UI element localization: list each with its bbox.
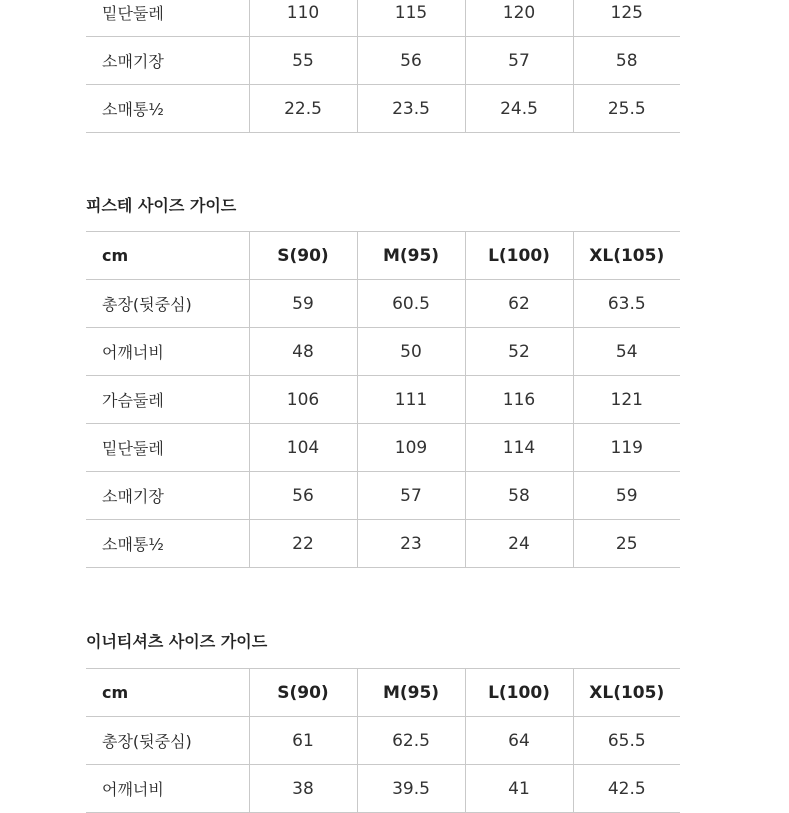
row-label: 소매통½ [86, 520, 249, 568]
cell-value: 22 [249, 520, 357, 568]
row-label: 어깨너비 [86, 765, 249, 813]
table-header-row [86, 232, 680, 280]
cell-value: 62 [465, 280, 573, 328]
table-row [86, 85, 680, 133]
cell-value: 115 [357, 0, 465, 37]
cell-value: 60.5 [357, 280, 465, 328]
cell-value: 38 [249, 765, 357, 813]
cell-value: 125 [573, 0, 680, 37]
table-row [86, 472, 680, 520]
row-label: 밑단둘레 [86, 0, 249, 37]
cell-value: 114 [465, 424, 573, 472]
table-header-row [86, 669, 680, 717]
row-label: 소매기장 [86, 472, 249, 520]
cell-value: 22.5 [249, 85, 357, 133]
row-label: 총장(뒷중심) [86, 280, 249, 328]
table-row [86, 280, 680, 328]
cell-value: 56 [357, 37, 465, 85]
table-row [86, 328, 680, 376]
cell-value: 63.5 [573, 280, 680, 328]
unit-header: cm [86, 232, 249, 280]
cell-value: 39.5 [357, 765, 465, 813]
cell-value: 57 [357, 472, 465, 520]
cell-value: 116 [465, 376, 573, 424]
cell-value: 57 [465, 37, 573, 85]
cell-value: 58 [573, 37, 680, 85]
size-table-inner-tshirt [86, 668, 680, 813]
size-header: XL(105) [573, 669, 680, 717]
table-row [86, 37, 680, 85]
table-row [86, 424, 680, 472]
table-row [86, 376, 680, 424]
cell-value: 106 [249, 376, 357, 424]
cell-value: 25.5 [573, 85, 680, 133]
section-title-piste: 피스테 사이즈 가이드 [86, 196, 237, 215]
size-header: S(90) [249, 232, 357, 280]
cell-value: 104 [249, 424, 357, 472]
cell-value: 109 [357, 424, 465, 472]
cell-value: 48 [249, 328, 357, 376]
cell-value: 23.5 [357, 85, 465, 133]
size-header: L(100) [465, 669, 573, 717]
cell-value: 58 [465, 472, 573, 520]
cell-value: 120 [465, 0, 573, 37]
table-row [86, 765, 680, 813]
cell-value: 59 [249, 280, 357, 328]
cell-value: 61 [249, 717, 357, 765]
cell-value: 65.5 [573, 717, 680, 765]
row-label: 소매기장 [86, 37, 249, 85]
row-label: 가슴둘레 [86, 376, 249, 424]
table-row [86, 0, 680, 37]
cell-value: 56 [249, 472, 357, 520]
cell-value: 24 [465, 520, 573, 568]
cell-value: 50 [357, 328, 465, 376]
cell-value: 25 [573, 520, 680, 568]
cell-value: 111 [357, 376, 465, 424]
row-label: 밑단둘레 [86, 424, 249, 472]
table-row [86, 717, 680, 765]
size-header: L(100) [465, 232, 573, 280]
size-header: XL(105) [573, 232, 680, 280]
cell-value: 121 [573, 376, 680, 424]
row-label: 어깨너비 [86, 328, 249, 376]
size-table-1 [86, 0, 680, 133]
cell-value: 52 [465, 328, 573, 376]
cell-value: 55 [249, 37, 357, 85]
cell-value: 24.5 [465, 85, 573, 133]
size-header: M(95) [357, 669, 465, 717]
cell-value: 23 [357, 520, 465, 568]
cell-value: 42.5 [573, 765, 680, 813]
cell-value: 119 [573, 424, 680, 472]
section-title-inner-tshirt: 이너티셔츠 사이즈 가이드 [86, 632, 268, 651]
cell-value: 59 [573, 472, 680, 520]
cell-value: 110 [249, 0, 357, 37]
cell-value: 54 [573, 328, 680, 376]
cell-value: 64 [465, 717, 573, 765]
size-table-piste [86, 231, 680, 568]
row-label: 소매통½ [86, 85, 249, 133]
cell-value: 41 [465, 765, 573, 813]
row-label: 총장(뒷중심) [86, 717, 249, 765]
size-header: M(95) [357, 232, 465, 280]
unit-header: cm [86, 669, 249, 717]
size-header: S(90) [249, 669, 357, 717]
cell-value: 62.5 [357, 717, 465, 765]
table-row [86, 520, 680, 568]
